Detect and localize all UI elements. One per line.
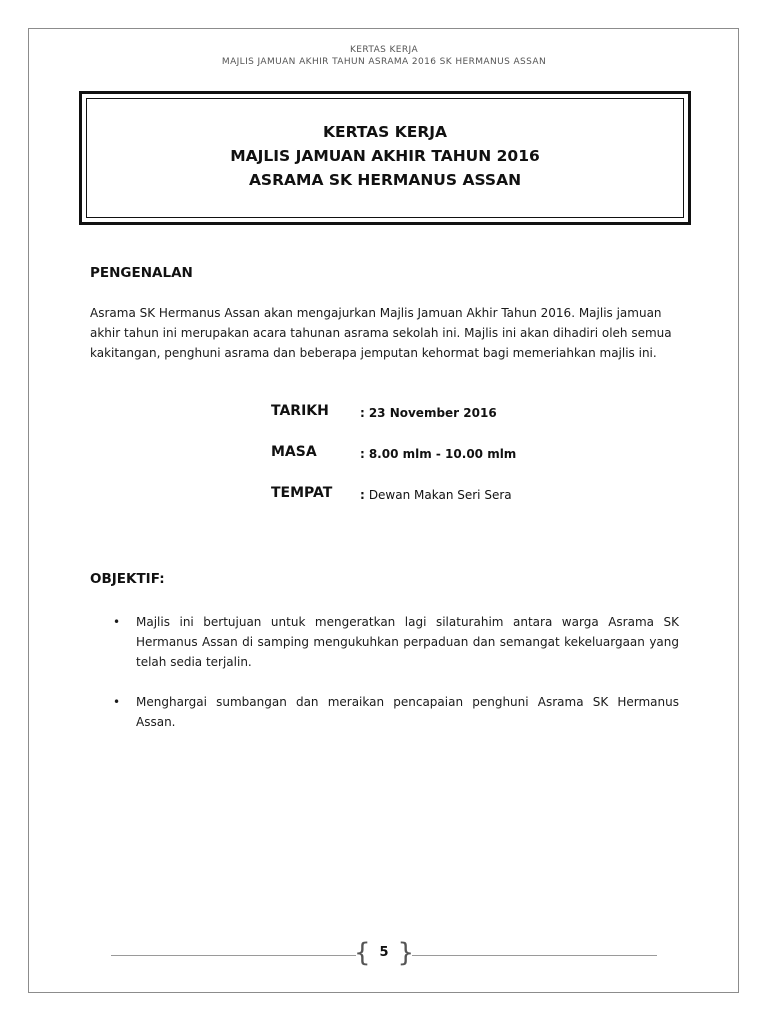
bullet-icon: • xyxy=(113,615,121,629)
page-number-container xyxy=(354,940,414,970)
intro-heading: PENGENALAN xyxy=(90,265,193,281)
intro-paragraph: Asrama SK Hermanus Assan akan mengajurkan Majlis Jamuan Akhir Tahun 2016. Majlis jamuan akhir tahun ini merupakan acara tahunan asrama sekolah ini. Majlis ini akan dihadiri oleh semua kakitangan, penghuni asrama dan beberapa jemputan kehormat bagi memeriahkan majlis ini. xyxy=(90,306,672,360)
running-header xyxy=(0,44,768,68)
time-colon: : xyxy=(360,447,365,461)
date-value-wrap xyxy=(360,406,497,420)
objective-text: Menghargai sumbangan dan meraikan pencapaian penghuni Asrama SK Hermanus Assan. xyxy=(136,695,679,729)
left-brace-icon: { xyxy=(354,938,371,968)
time-label: MASA xyxy=(271,444,317,460)
date-value: 23 November 2016 xyxy=(368,406,497,420)
venue-value-wrap xyxy=(360,488,512,502)
time-value: 8.00 mlm - 10.00 mlm xyxy=(368,447,517,461)
footer-rule-right xyxy=(412,955,657,956)
title-box xyxy=(79,91,691,225)
bullet-icon: • xyxy=(113,695,121,709)
right-brace-icon: } xyxy=(397,938,414,968)
objectives-list xyxy=(109,612,679,752)
objective-item xyxy=(109,612,679,672)
venue-value: Dewan Makan Seri Sera xyxy=(368,488,512,502)
venue-colon: : xyxy=(360,488,365,502)
objective-item xyxy=(109,692,679,732)
title-lines xyxy=(82,120,688,192)
time-value-wrap xyxy=(360,447,516,461)
venue-label: TEMPAT xyxy=(271,485,333,501)
running-header-line-1: KERTAS KERJA xyxy=(349,45,418,55)
title-line-2: MAJLIS JAMUAN AKHIR TAHUN 2016 xyxy=(230,147,540,165)
title-line-1: KERTAS KERJA xyxy=(322,123,448,141)
objective-text: Majlis ini bertujuan untuk mengeratkan lagi silaturahim antara warga Asrama SK Hermanus Assan di samping mengukuhkan perpaduan dan semangat kekeluargaan yang telah sedia terjalin. xyxy=(136,615,679,669)
date-colon: : xyxy=(360,406,365,420)
title-line-3: ASRAMA SK HERMANUS ASSAN xyxy=(248,171,522,189)
running-header-line-2: MAJLIS JAMUAN AKHIR TAHUN ASRAMA 2016 SK HERMANUS ASSAN xyxy=(221,57,547,67)
date-label: TARIKH xyxy=(271,403,329,419)
page-number: 5 xyxy=(379,945,389,960)
objectives-heading: OBJEKTIF: xyxy=(90,571,165,587)
footer-rule-left xyxy=(111,955,356,956)
